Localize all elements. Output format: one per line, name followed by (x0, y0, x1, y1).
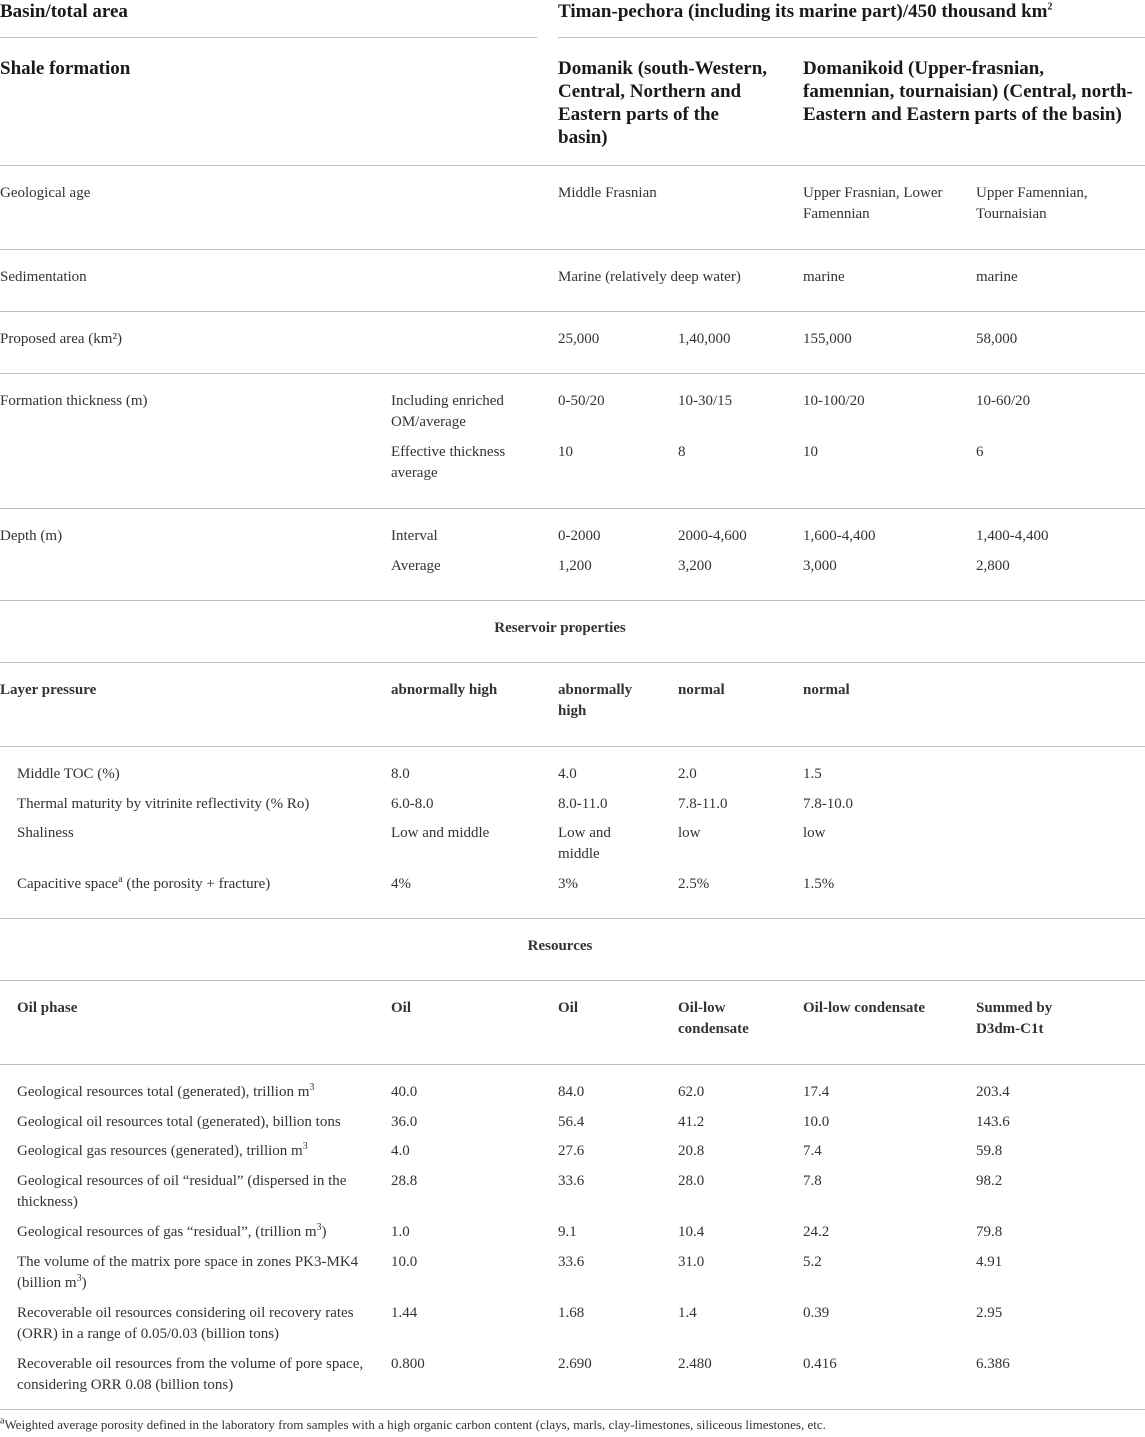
pressure-c2: normal (678, 682, 725, 698)
resource-c2: 28.0 (678, 1173, 705, 1189)
shale-label: Shale formation (0, 58, 131, 79)
resources-title: Resources (527, 938, 593, 954)
area-c4: 58,000 (976, 331, 1018, 347)
area-c1: 25,000 (558, 331, 600, 347)
area-c3: 155,000 (803, 331, 852, 347)
divider (0, 508, 1145, 509)
resource-c3: 0.39 (803, 1305, 830, 1321)
resource-c1: 56.4 (558, 1114, 585, 1130)
thick-a2: 10-30/15 (678, 393, 733, 409)
depth-b2: 3,200 (678, 558, 712, 574)
depth-label: Depth (m) (0, 528, 63, 544)
res-item-c3: low (803, 825, 826, 841)
pressure-c1: abnormally high (558, 682, 633, 719)
resource-label: Geological oil resources total (generated), billion tons (17, 1114, 341, 1130)
depth-a2: 2000-4,600 (678, 528, 747, 544)
res-item-c1: 4.0 (558, 766, 577, 782)
resource-c3: 7.4 (803, 1143, 822, 1159)
reservoir-title: Reservoir properties (494, 620, 626, 636)
resource-c3: 5.2 (803, 1254, 822, 1270)
age-label: Geological age (0, 185, 91, 201)
resource-c1: 1.68 (558, 1305, 585, 1321)
resource-c4: 2.95 (976, 1305, 1003, 1321)
res-item-c3: 1.5% (803, 876, 835, 892)
sed-c3: marine (803, 269, 845, 285)
thick-sub2: Effective thickness average (391, 444, 506, 481)
depth-b3: 3,000 (803, 558, 837, 574)
resource-c3: 0.416 (803, 1356, 837, 1372)
thick-a4: 10-60/20 (976, 393, 1031, 409)
depth-sub1: Interval (391, 528, 438, 544)
thick-a1: 0-50/20 (558, 393, 605, 409)
depth-a3: 1,600-4,400 (803, 528, 876, 544)
resource-c0: 4.0 (391, 1143, 410, 1159)
resource-c4: 203.4 (976, 1084, 1010, 1100)
thick-a3: 10-100/20 (803, 393, 865, 409)
depth-sub2: Average (391, 558, 441, 574)
area-c2: 1,40,000 (678, 331, 731, 347)
resource-c0: 1.0 (391, 1224, 410, 1240)
divider (0, 165, 1145, 166)
thick-b3: 10 (803, 444, 818, 460)
resource-c2: 2.480 (678, 1356, 712, 1372)
sed-c4: marine (976, 269, 1018, 285)
phase-c4: Summed by D3dm-C1t (976, 1000, 1053, 1037)
phase-c3: Oil-low condensate (803, 1000, 926, 1016)
res-item-c1: 8.0-11.0 (558, 796, 608, 812)
resource-c2: 1.4 (678, 1305, 697, 1321)
age-c4: Upper Famennian, Tournaisian (976, 185, 1088, 222)
resource-c1: 84.0 (558, 1084, 585, 1100)
resource-c2: 20.8 (678, 1143, 705, 1159)
thick-b1: 10 (558, 444, 573, 460)
depth-b4: 2,800 (976, 558, 1010, 574)
divider (0, 918, 1145, 919)
resource-c1: 9.1 (558, 1224, 577, 1240)
divider (0, 1409, 1145, 1410)
phase-c1: Oil (558, 1000, 579, 1016)
resource-label: Geological resources total (generated), trillion $m^3$ (17, 1082, 315, 1100)
res-item-c2: 7.8-11.0 (678, 796, 728, 812)
thick-b4: 6 (976, 444, 984, 460)
res-item-c0: 4% (391, 876, 411, 892)
resource-c0: 36.0 (391, 1114, 418, 1130)
pressure-c3: normal (803, 682, 850, 698)
resource-c4: 143.6 (976, 1114, 1010, 1130)
pressure-c0: abnormally high (391, 682, 498, 698)
divider (0, 746, 1145, 747)
res-item-c0: 8.0 (391, 766, 410, 782)
resource-label: Geological resources of oil “residual” (dispersed in the thickness) (17, 1173, 347, 1210)
resource-c0: 0.800 (391, 1356, 425, 1372)
basin-label: Basin/total area (0, 1, 128, 22)
resource-c2: 31.0 (678, 1254, 705, 1270)
divider (0, 980, 1145, 981)
res-item-label: Middle TOC (%) (17, 766, 120, 782)
resource-c2: 62.0 (678, 1084, 705, 1100)
resource-c0: 1.44 (391, 1305, 418, 1321)
phase-c0: Oil (391, 1000, 412, 1016)
resource-c2: 41.2 (678, 1114, 705, 1130)
res-item-label: Capacitive space$^a$ (the porosity + fracture) (17, 874, 271, 892)
divider (0, 37, 537, 38)
resource-c1: 33.6 (558, 1173, 585, 1189)
depth-b1: 1,200 (558, 558, 592, 574)
age-c1: Middle Frasnian (558, 185, 657, 201)
resource-c4: 4.91 (976, 1254, 1003, 1270)
depth-a1: 0-2000 (558, 528, 601, 544)
res-item-c1: Low and middle (558, 825, 611, 862)
resource-c4: 6.386 (976, 1356, 1010, 1372)
resource-c4: 98.2 (976, 1173, 1003, 1189)
pressure-label: Layer pressure (0, 682, 97, 698)
divider (558, 37, 1145, 38)
basin-value: Timan-pechora (including its marine part)/450 thousand $km^2$ (558, 1, 1053, 22)
res-item-c0: 6.0-8.0 (391, 796, 434, 812)
resource-c0: 10.0 (391, 1254, 418, 1270)
res-item-label: Shaliness (17, 825, 74, 841)
res-item-c2: 2.5% (678, 876, 710, 892)
thick-label: Formation thickness (m) (0, 393, 148, 409)
resource-label: The volume of the matrix pore space in zones PK3-MK4 (billion $m^3$) (17, 1254, 359, 1291)
resource-c1: 2.690 (558, 1356, 592, 1372)
resource-label: Recoverable oil resources considering oil recovery rates (ORR) in a range of 0.05/0.03 (billion tons) (17, 1305, 354, 1342)
resource-c3: 17.4 (803, 1084, 830, 1100)
res-item-c2: low (678, 825, 701, 841)
domanikoid-header: Domanikoid (Upper-frasnian, famennian, tournaisian) (Central, north-Eastern and Eastern parts of the basin) (803, 58, 1133, 125)
resource-c4: 59.8 (976, 1143, 1003, 1159)
resource-c3: 10.0 (803, 1114, 830, 1130)
divider (0, 1064, 1145, 1065)
res-item-c0: Low and middle (391, 825, 490, 841)
thick-b2: 8 (678, 444, 686, 460)
resource-label: Recoverable oil resources from the volume of pore space, considering ORR 0.08 (billion tons) (17, 1356, 364, 1393)
domanik-header: Domanik (south-Western, Central, Northern and Eastern parts of the basin) (558, 58, 768, 148)
resource-c1: 33.6 (558, 1254, 585, 1270)
res-item-c2: 2.0 (678, 766, 697, 782)
thick-sub1: Including enriched OM/average (391, 393, 504, 430)
sed-label: Sedimentation (0, 269, 87, 285)
resource-c0: 40.0 (391, 1084, 418, 1100)
res-item-c1: 3% (558, 876, 578, 892)
area-label: Proposed area (km²) (0, 331, 122, 347)
divider (0, 600, 1145, 601)
res-item-label: Thermal maturity by vitrinite reflectivity (% Ro) (17, 796, 310, 812)
age-c3: Upper Frasnian, Lower Famennian (803, 185, 943, 222)
divider (0, 311, 1145, 312)
divider (0, 249, 1145, 250)
res-item-c3: 7.8-10.0 (803, 796, 853, 812)
resource-c4: 79.8 (976, 1224, 1003, 1240)
footnote: $^a$Weighted average porosity defined in the laboratory from samples with a high organic carbon content (clays, marls, clay-limestones, siliceous limestones, etc. (0, 1415, 826, 1432)
divider (0, 662, 1145, 663)
depth-a4: 1,400-4,400 (976, 528, 1049, 544)
resource-c2: 10.4 (678, 1224, 705, 1240)
res-item-c3: 1.5 (803, 766, 822, 782)
phase-label: Oil phase (17, 1000, 78, 1016)
resource-c3: 24.2 (803, 1224, 830, 1240)
divider (0, 373, 1145, 374)
phase-c2: Oil-low condensate (678, 1000, 749, 1037)
resource-c1: 27.6 (558, 1143, 585, 1159)
sed-c1: Marine (relatively deep water) (558, 269, 741, 285)
resource-c0: 28.8 (391, 1173, 418, 1189)
resource-label: Geological gas resources (generated), trillion $m^3$ (17, 1141, 308, 1159)
resource-c3: 7.8 (803, 1173, 822, 1189)
resource-label: Geological resources of gas “residual”, (trillion $m^3$) (17, 1222, 327, 1240)
